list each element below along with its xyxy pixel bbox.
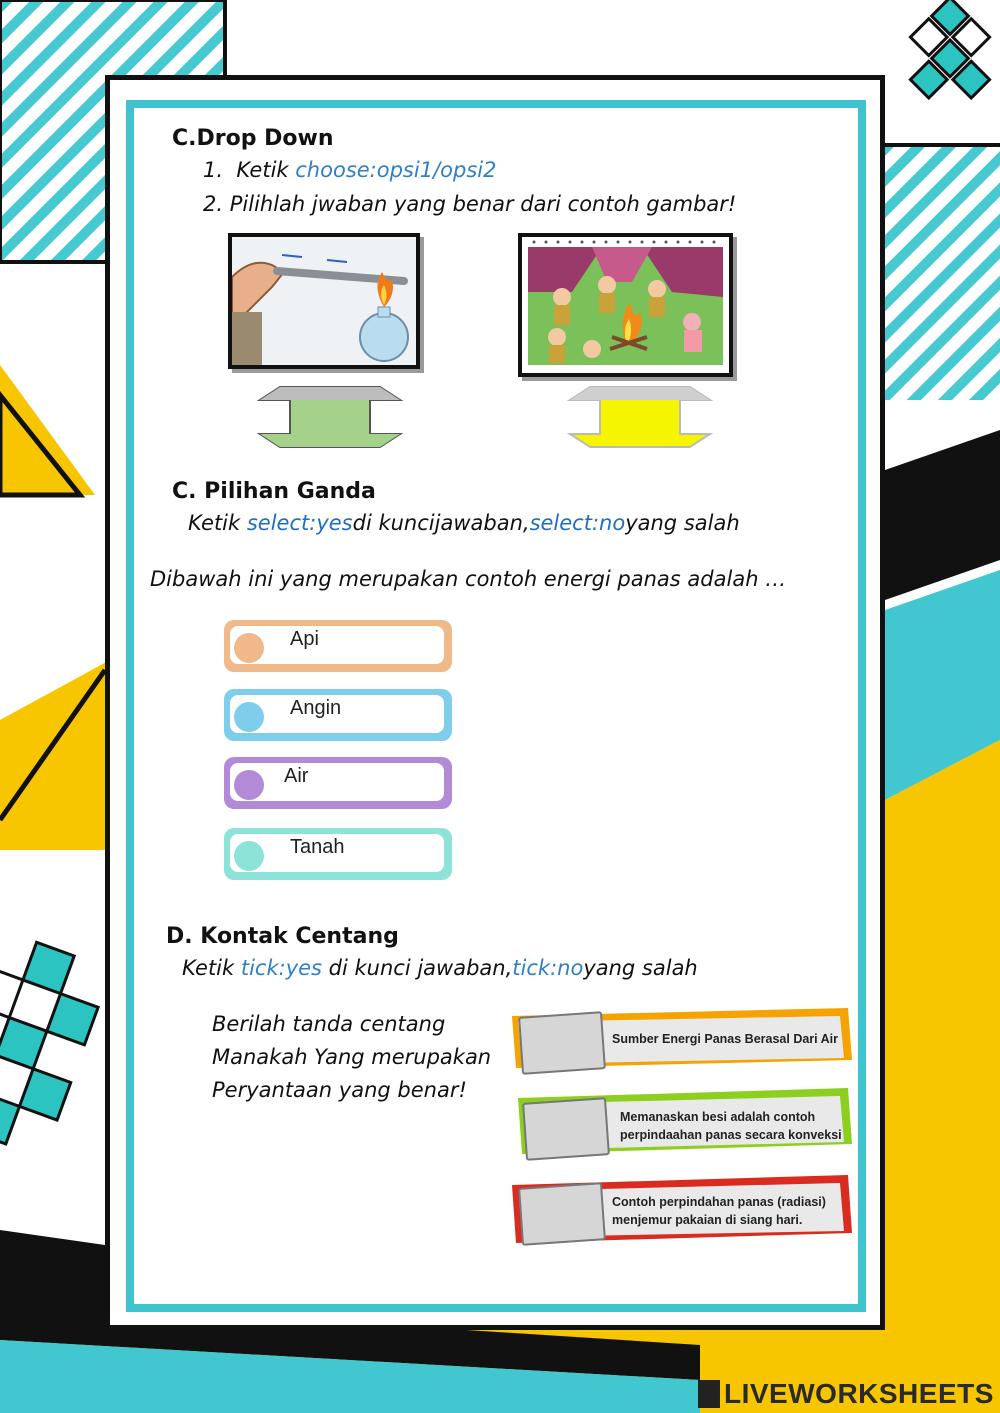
statement-1-text: Sumber Energi Panas Berasal Dari Air	[612, 1032, 839, 1046]
liveworksheets-mark-icon	[698, 1380, 720, 1408]
option-api[interactable]	[224, 620, 452, 672]
mc-instr-code-yes: select:yes	[246, 511, 353, 535]
drop-down-step-2	[203, 192, 736, 216]
checkbox-prompt-line-3: Peryantaan yang benar!	[212, 1078, 467, 1102]
cb-instr-suffix: yang salah	[583, 956, 698, 980]
checkbox-heading: D. Kontak Centang	[166, 924, 399, 949]
option-api-label: Api	[290, 628, 319, 650]
option-air-radio-icon[interactable]	[234, 770, 264, 800]
cb-instr-mid: di kunci jawaban,	[322, 956, 513, 980]
liveworksheets-logo	[698, 1378, 994, 1410]
statement-1	[512, 1008, 852, 1070]
multiple-choice-instruction	[188, 511, 740, 535]
step-1-code: choose:opsi1/opsi2	[295, 158, 497, 182]
statement-3-text: Contoh perpindahan panas (radiasi) menjemur pakaian di siang hari.	[612, 1195, 826, 1227]
cb-instr-code-yes: tick:yes	[240, 956, 322, 980]
option-air-label: Air	[284, 765, 309, 787]
dropdown-answer-2[interactable]	[560, 382, 720, 452]
drop-down-heading: C.Drop Down	[172, 126, 334, 151]
step-2-text: Pilihlah jwaban yang benar dari contoh gambar!	[229, 192, 737, 216]
liveworksheets-wordmark: LIVEWORKSHEETS	[724, 1378, 994, 1409]
statement-2-text: Memanaskan besi adalah contoh perpindaahan panas secara konveksi	[620, 1110, 842, 1142]
option-tanah-radio-icon[interactable]	[234, 841, 264, 871]
statement-2	[512, 1088, 852, 1150]
statement-2-checkbox[interactable]	[522, 1097, 610, 1161]
mc-instr-prefix: Ketik	[188, 511, 247, 535]
dropdown-answer-1[interactable]	[250, 382, 410, 452]
checkbox-prompt-line-1: Berilah tanda centang	[212, 1012, 446, 1036]
campfire-illustration	[522, 237, 729, 373]
drop-down-step-1	[203, 158, 496, 182]
mc-instr-suffix: yang salah	[625, 511, 740, 535]
mc-instr-mid: di kuncijawaban,	[352, 511, 530, 535]
statement-1-checkbox[interactable]	[518, 1011, 606, 1075]
conduction-illustration	[232, 237, 416, 365]
option-tanah[interactable]	[224, 828, 452, 880]
mc-instr-code-no: select:no	[529, 511, 626, 535]
step-2-number: 2.	[203, 192, 224, 216]
option-angin-radio-icon[interactable]	[234, 702, 264, 732]
cb-instr-prefix: Ketik	[182, 956, 241, 980]
option-tanah-label: Tanah	[290, 836, 345, 858]
checkbox-prompt-line-2: Manakah Yang merupakan	[212, 1045, 492, 1069]
option-angin[interactable]	[224, 689, 452, 741]
option-air[interactable]	[224, 757, 452, 809]
multiple-choice-question: Dibawah ini yang merupakan contoh energi panas adalah …	[150, 567, 787, 591]
conduction-picture	[228, 233, 420, 369]
option-angin-label: Angin	[290, 697, 342, 719]
statement-3	[512, 1175, 852, 1237]
option-api-radio-icon[interactable]	[234, 633, 264, 663]
checkbox-instruction	[182, 956, 698, 980]
statement-3-checkbox[interactable]	[518, 1182, 606, 1246]
step-1-prefix: Ketik	[236, 158, 296, 182]
campfire-picture	[518, 233, 733, 377]
step-1-number: 1.	[203, 158, 224, 182]
multiple-choice-heading: C. Pilihan Ganda	[172, 479, 376, 504]
cb-instr-code-no: tick:no	[512, 956, 584, 980]
